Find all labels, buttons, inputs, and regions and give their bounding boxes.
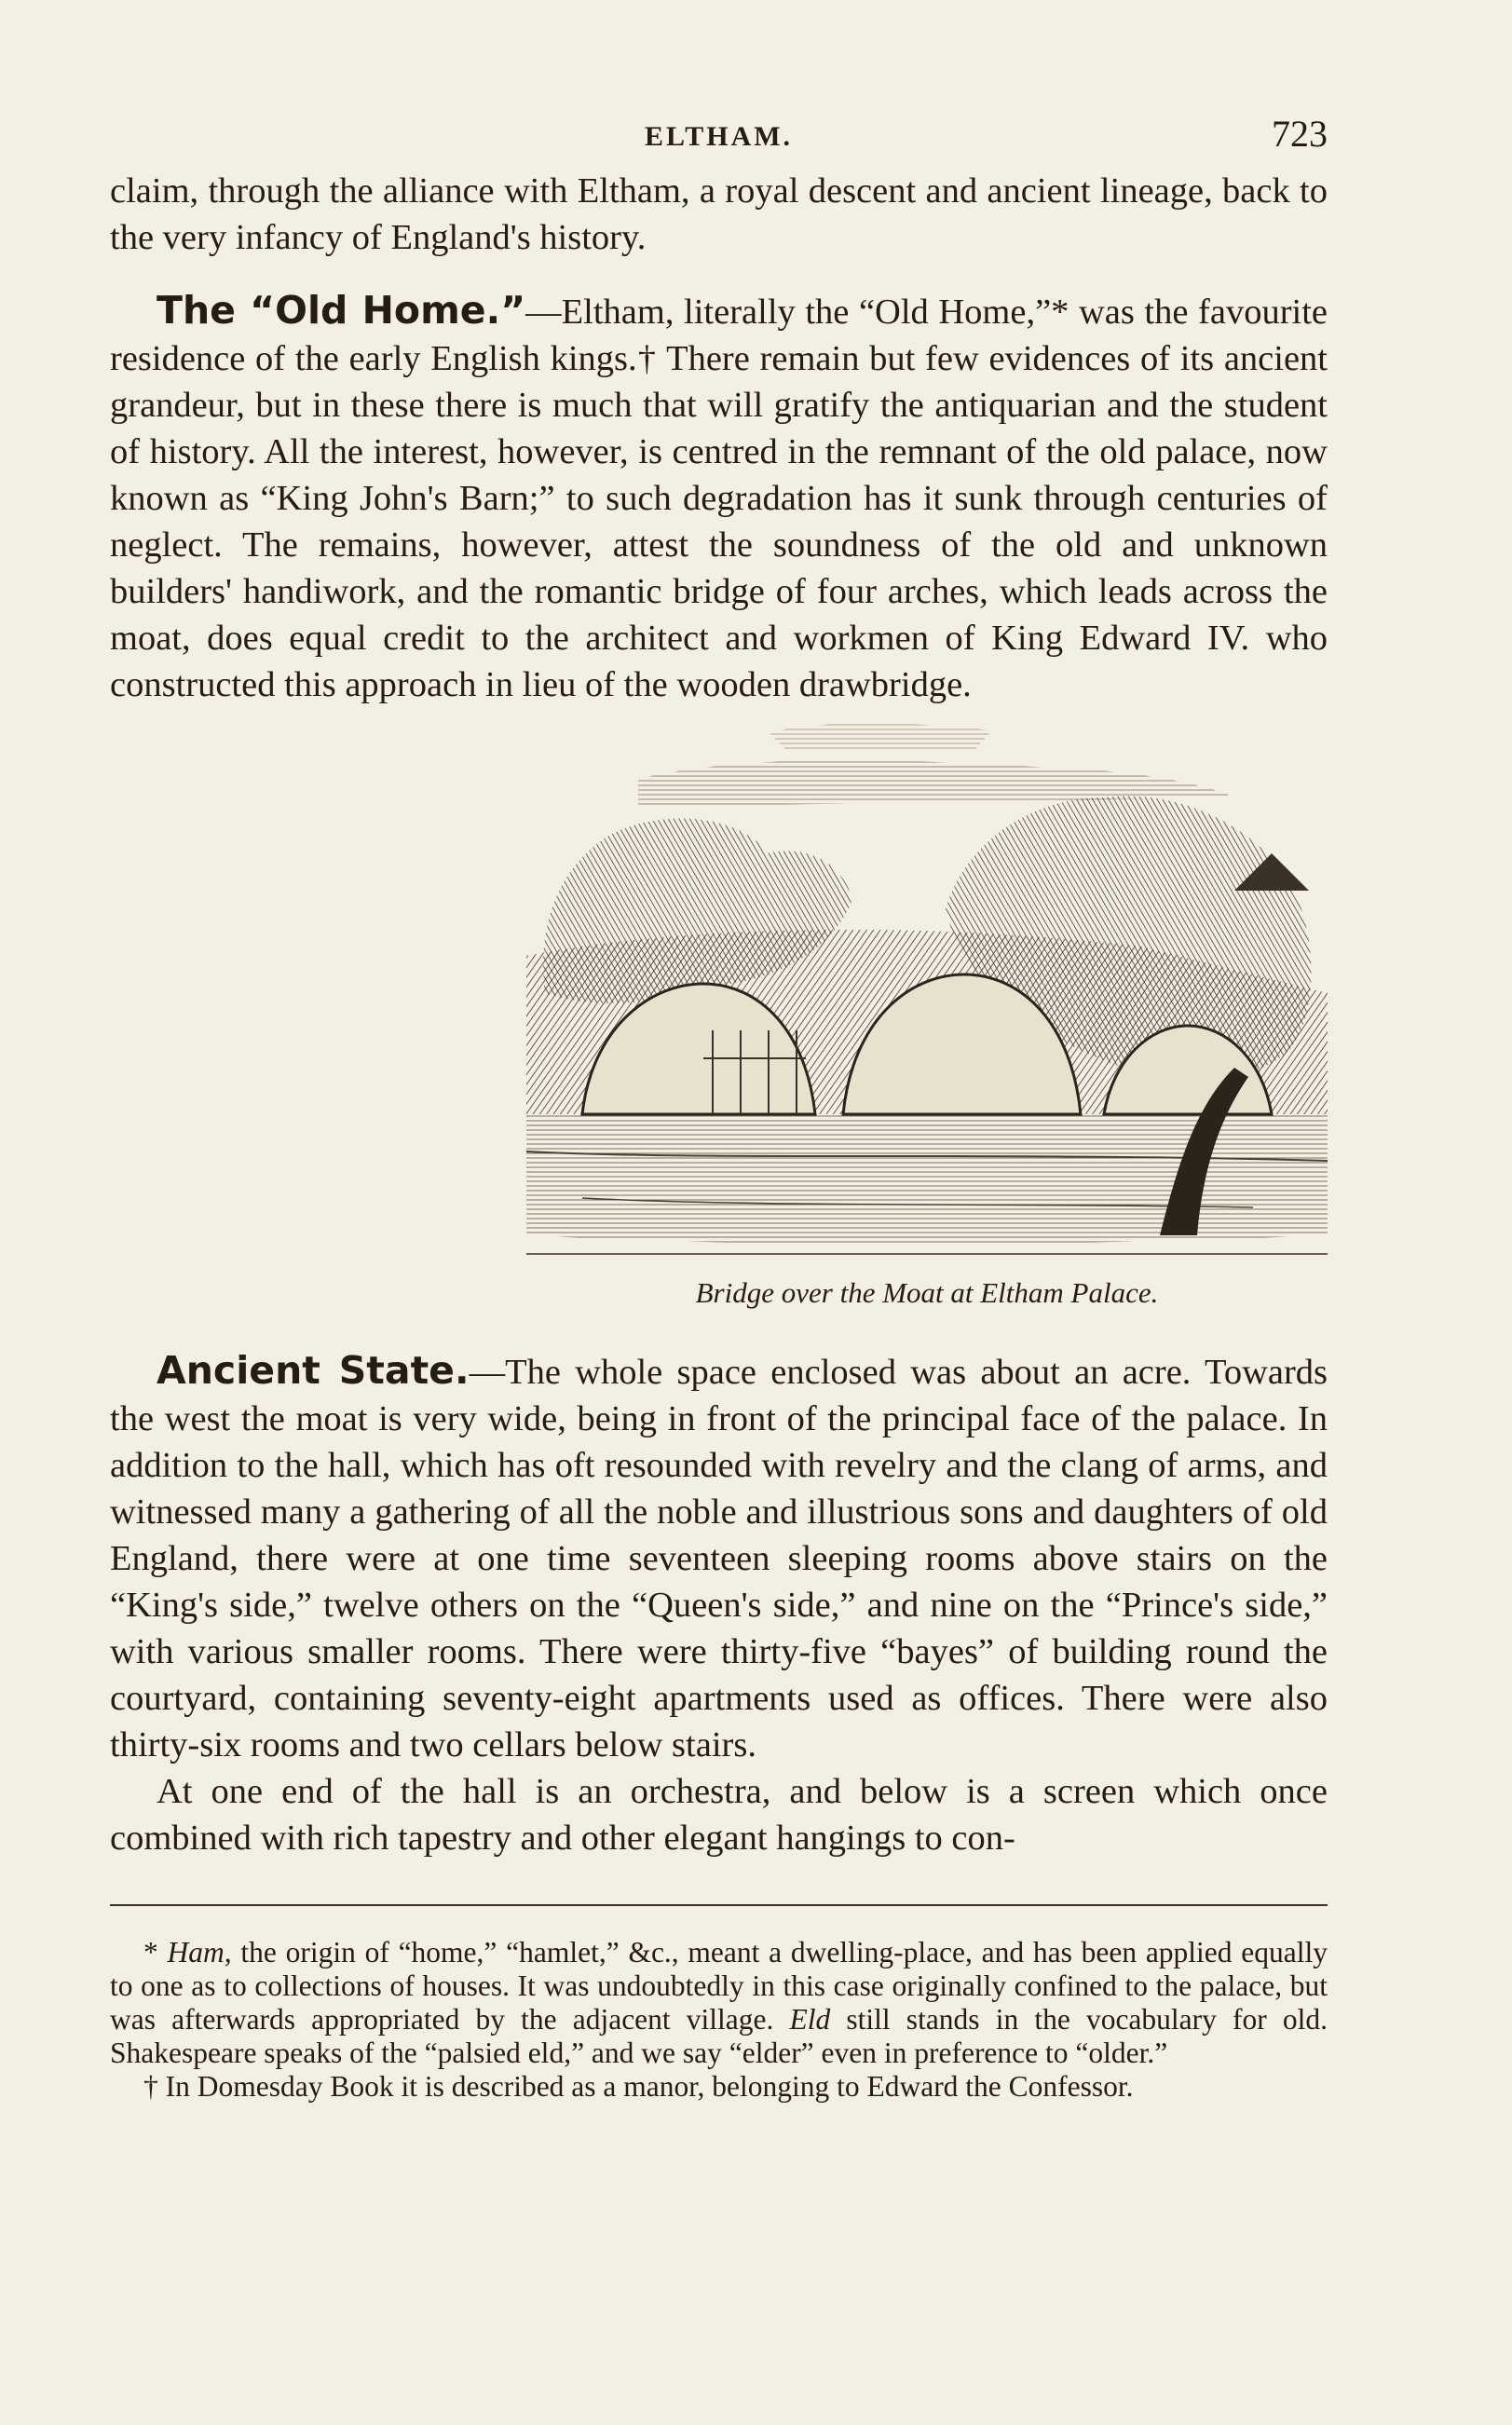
illustration-caption: Bridge over the Moat at Eltham Palace. — [695, 1276, 1159, 1309]
footnotes — [110, 1936, 1328, 2104]
bridge-illustration — [526, 714, 1328, 1310]
old-home-paragraph — [110, 287, 1328, 708]
ancient-state-heading: Ancient State. — [157, 1348, 470, 1393]
old-home-text: —Eltham, literally the “Old Home,”* was the favourite residence of the early English kings.† There remain but few evidences of its ancient grandeur, but in these there is much that will gratify the antiquarian and the student of history. All the interest, however, is centred in the remnant of the old palace, now known as “King John's Barn;” to such degradation has it sunk through centuries of neglect. The remains, however, attest the soundness of the old and unknown builders' handiwork, and the romantic bridge of four arches, which leads across the moat, does equal credit to the architect and workmen of King Edward IV. who constructed this approach in lieu of the wooden drawbridge. — [110, 293, 1328, 704]
running-title: ELTHAM. — [644, 121, 794, 152]
footnote-ham-text: the origin of “home,” “hamlet,” &c., meant a dwelling-place, and has been applied equally to one as to collections of houses. It was undoubtedly in this case originally confined to the palace, but was afterwards appropriated by the adjacent village. — [110, 1936, 1328, 2036]
book-page — [110, 102, 1328, 2104]
bridge-engraving — [526, 714, 1328, 1273]
running-header — [110, 102, 1328, 168]
footnote-ham-mark: * — [143, 1936, 168, 1969]
ancient-state-paragraph — [110, 1347, 1328, 1768]
footnote-eld-text: still stands in the vocabulary for old. Shakespeare speaks of the “palsied eld,” and we say “elder” even in preference to “older.” — [110, 2003, 1328, 2069]
footnote-ham — [110, 1936, 1328, 2070]
hall-paragraph: At one end of the hall is an orchestra, and below is a screen which once combined with rich tapestry and other elegant hangings to con- — [110, 1772, 1328, 1858]
old-home-heading: The “Old Home.” — [157, 288, 526, 333]
footnote-rule — [110, 1904, 1328, 1906]
footnote-domesday: † In Domesday Book it is described as a manor, belonging to Edward the Confessor. — [143, 2070, 1134, 2103]
footnote-eld-term: Eld — [789, 2003, 831, 2036]
footnote-ham-term: Ham, — [167, 1936, 232, 1969]
intro-paragraph: claim, through the alliance with Eltham, a royal descent and ancient lineage, back to the very infancy of England's history. — [110, 171, 1328, 257]
ancient-state-text: —The whole space enclosed was about an acre. Towards the west the moat is very wide, being in front of the principal face of the palace. In addition to the hall, which has oft resounded with revelry and the clang of arms, and witnessed many a gathering of all the noble and illustrious sons and daughters of old England, there were at one time seventeen sleeping rooms above stairs on the “King's side,” twelve others on the “Queen's side,” and nine on the “Prince's side,” with various smaller rooms. There were thirty-five “bayes” of building round the courtyard, containing seventy-eight apartments used as offices. There were also thirty-six rooms and two cellars below stairs. — [110, 1353, 1328, 1764]
page-number: 723 — [1272, 113, 1328, 155]
